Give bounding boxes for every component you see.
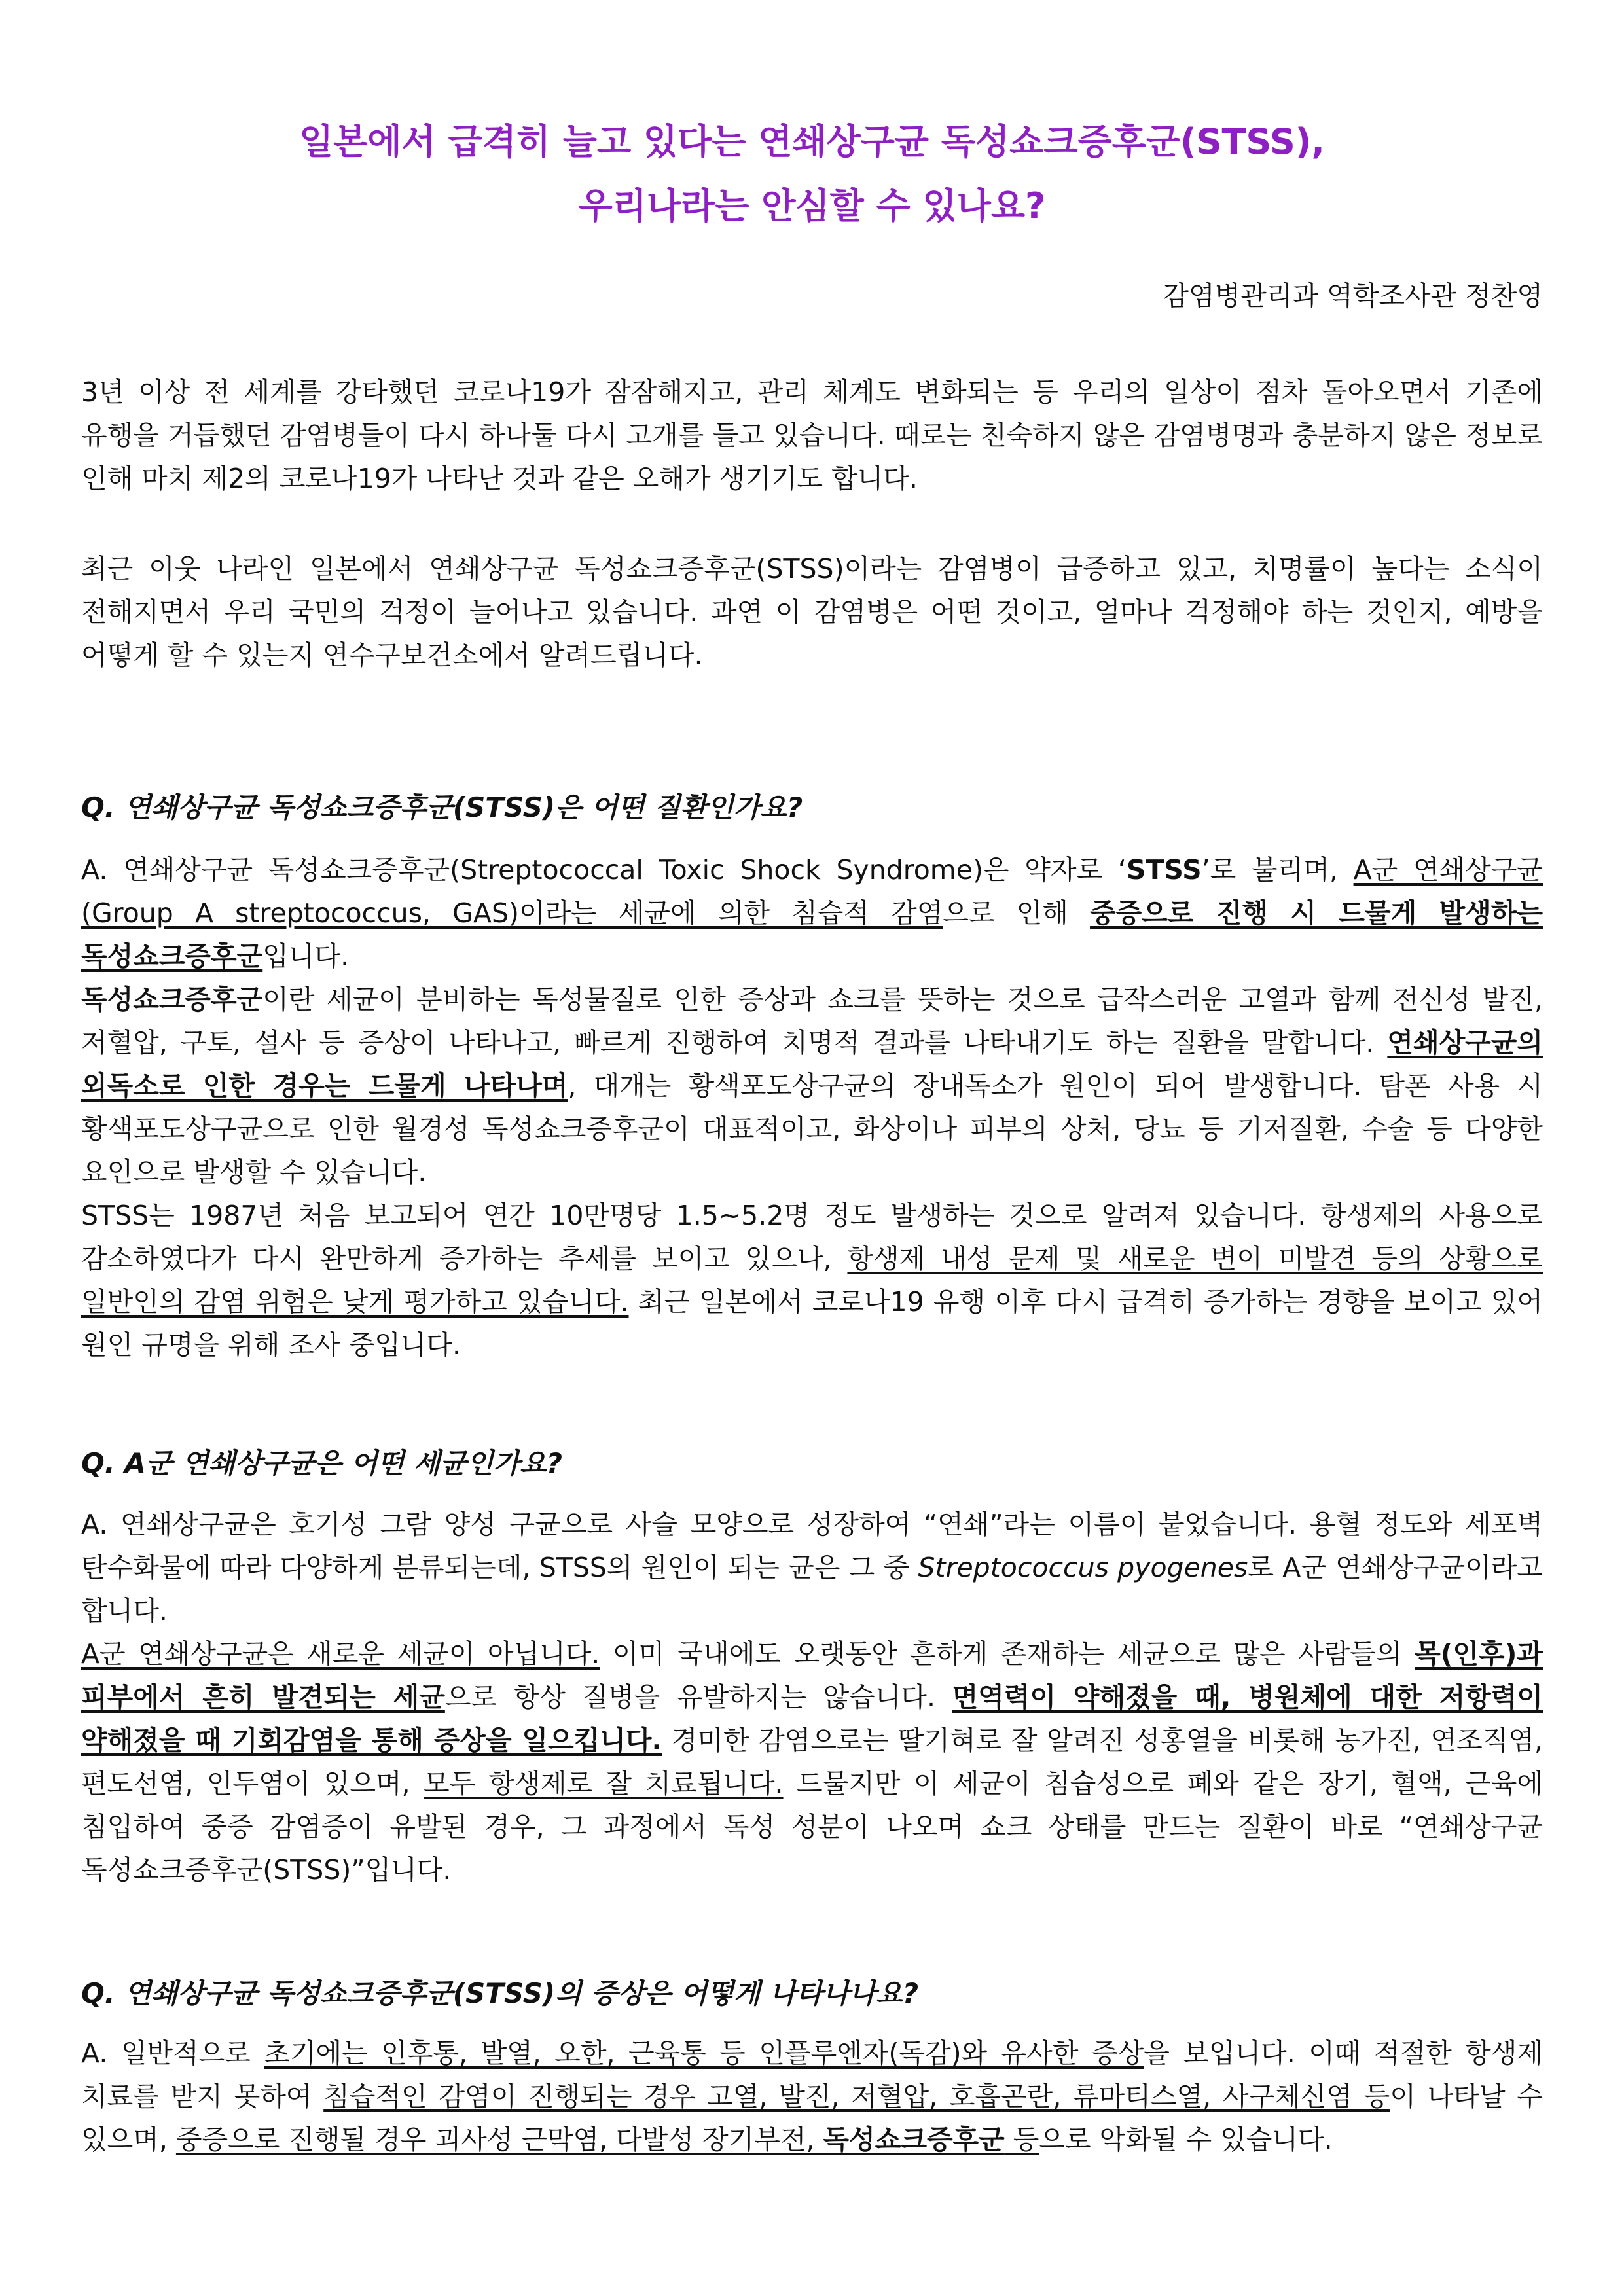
intro-paragraph-1: 3년 이상 전 세계를 강타했던 코로나19가 잠잠해지고, 관리 체계도 변화되는 등 우리의 일상이 점차 돌아오면서 기존에 유행을 거듭했던 감염병들이 다시 하나둘 다시 고개를 들고 있습니다. 때로는 친숙하지 않은 감염병명과 충분하지 않은 정보로 인해 마치 제2의 코로나19가 나타난 것과 같은 오해가 생기기도 합니다. xyxy=(81,376,1543,494)
title-line-1: 일본에서 급격히 늘고 있다는 연쇄상구균 독성쇼크증후군(STSS), xyxy=(299,121,1325,162)
answer-1-paragraph-3: STSS는 1987년 처음 보고되어 연간 10만명당 1.5~5.2명 정도 발생하는 것으로 알려져 있습니다. 항생제의 사용으로 감소하였다가 다시 완만하게 증가하는 추세를 보이고 있으나, 항생제 내성 문제 및 새로운 변이 미발견 등의 상황으로 일반인의 감염 위험은 낮게 평가하고 있습니다. 최근 일본에서 코로나19 유행 이후 다시 급격히 증가하는 경향을 보이고 있어 원인 규명을 위해 조사 중입니다. xyxy=(81,1200,1543,1361)
document-title xyxy=(81,110,1543,238)
answer-3-paragraph-1: A. 일반적으로 초기에는 인후통, 발열, 오한, 근육통 등 인플루엔자(독감)와 유사한 증상을 보입니다. 이때 적절한 항생제 치료를 받지 못하여 침습적인 감염이 진행되는 경우 고열, 발진, 저혈압, 호흡곤란, 류마티스열, 사구체신염 등이 나타날 수 있으며, 중증으로 진행될 경우 괴사성 근막염, 다발성 장기부전, 독성쇼크증후군 등으로 악화될 수 있습니다. xyxy=(81,2037,1543,2155)
answer-1-body xyxy=(81,848,1543,1367)
title-line-2: 우리나라는 안심할 수 있나요? xyxy=(578,185,1046,226)
document-page xyxy=(81,0,1543,2296)
answer-2-body xyxy=(81,1503,1543,1892)
answer-3-body xyxy=(81,2032,1543,2161)
intro-paragraph-2: 최근 이웃 나라인 일본에서 연쇄상구균 독성쇼크증후군(STSS)이라는 감염병이 급증하고 있고, 치명률이 높다는 소식이 전해지면서 우리 국민의 걱정이 늘어나고 있습니다. 과연 이 감염병은 어떤 것이고, 얼마나 걱정해야 하는 것인지, 예방을 어떻게 할 수 있는지 연수구보건소에서 알려드립니다. xyxy=(81,553,1543,671)
question-heading-2: Q. A군 연쇄상구균은 어떤 세균인가요? xyxy=(81,1447,563,1479)
answer-2-paragraph-2: A군 연쇄상구균은 새로운 세균이 아닙니다. 이미 국내에도 오랫동안 흔하게 존재하는 세균으로 많은 사람들의 목(인후)과 피부에서 흔히 발견되는 세균으로 항상 질병을 유발하지는 않습니다. 면역력이 약해졌을 때, 병원체에 대한 저항력이 약해졌을 때 기회감염을 통해 증상을 일으킵니다. 경미한 감염으로는 딸기혀로 잘 알려진 성홍열을 비롯해 농가진, 연조직염, 편도선염, 인두염이 있으며, 모두 항생제로 잘 치료됩니다. 드물지만 이 세균이 침습성으로 폐와 같은 장기, 혈액, 근육에 침입하여 중증 감염증이 유발된 경우, 그 과정에서 독성 성분이 나오며 쇼크 상태를 만드는 질환이 바로 “연쇄상구균 독성쇼크증후군(STSS)”입니다. xyxy=(81,1638,1543,1886)
answer-1-paragraph-2: 독성쇼크증후군이란 세균이 분비하는 독성물질로 인한 증상과 쇼크를 뜻하는 것으로 급작스러운 고열과 함께 전신성 발진, 저혈압, 구토, 설사 등 증상이 나타나고, 빠르게 진행하여 치명적 결과를 나타내기도 하는 질환을 말합니다. 연쇄상구균의 외독소로 인한 경우는 드물게 나타나며, 대개는 황색포도상구균의 장내독소가 원인이 되어 발생합니다. 탐폰 사용 시 황색포도상구균으로 인한 월경성 독성쇼크증후군이 대표적이고, 화상이나 피부의 상처, 당뇨 등 기저질환, 수술 등 다양한 요인으로 발생할 수 있습니다. xyxy=(81,984,1543,1188)
answer-2-paragraph-1: A. 연쇄상구균은 호기성 그람 양성 구균으로 사슬 모양으로 성장하여 “연쇄”라는 이름이 붙었습니다. 용혈 정도와 세포벽 탄수화물에 따라 다양하게 분류되는데, STSS의 원인이 되는 균은 그 중 Streptococcus pyogenes로 A군 연쇄상구균이라고 합니다. xyxy=(81,1509,1543,1626)
author-line: 감염병관리과 역학조사관 정찬영 xyxy=(1163,280,1543,312)
question-heading-3: Q. 연쇄상구균 독성쇼크증후군(STSS)의 증상은 어떻게 나타나나요? xyxy=(81,1977,919,2009)
answer-1-paragraph-1: A. 연쇄상구균 독성쇼크증후군(Streptococcal Toxic Shock Syndrome)은 약자로 ‘STSS’로 불리며, A군 연쇄상구균(Group A streptococcus, GAS)이라는 세균에 의한 침습적 감염으로 인해 중증으로 진행 시 드물게 발생하는 독성쇼크증후군입니다. xyxy=(81,854,1543,972)
question-heading-1: Q. 연쇄상구균 독성쇼크증후군(STSS)은 어떤 질환인가요? xyxy=(81,791,803,823)
